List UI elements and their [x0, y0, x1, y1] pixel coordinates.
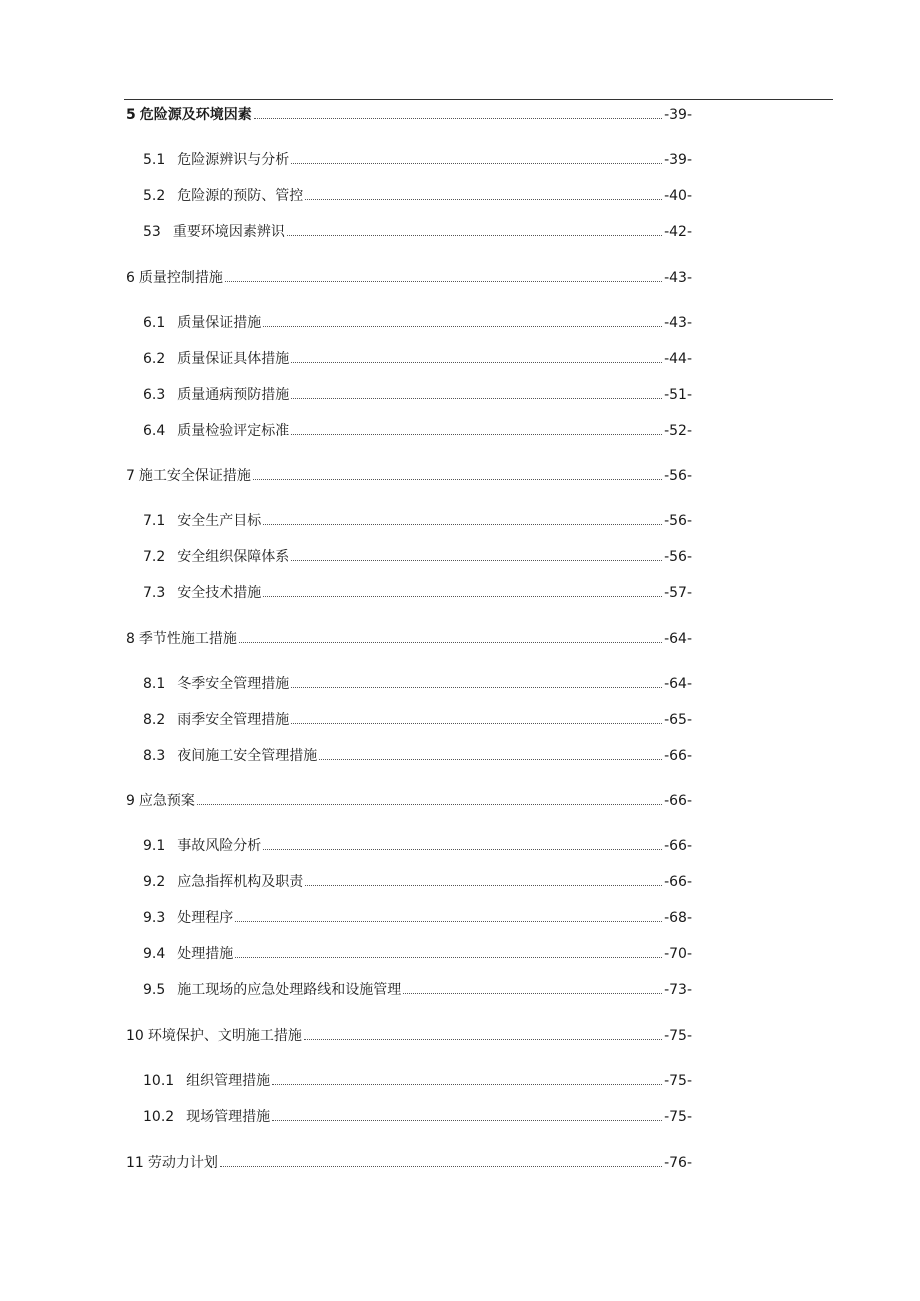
toc-entry-page: -75- — [664, 1028, 692, 1044]
toc-entry[interactable] — [126, 627, 692, 649]
toc-entry-page: -66- — [664, 793, 692, 809]
toc-entry-title: 劳动力计划 — [147, 1155, 218, 1171]
toc-entry-page: -56- — [664, 513, 692, 529]
toc-entry-page: -66- — [664, 874, 692, 890]
toc-entry-page: -75- — [664, 1109, 692, 1125]
toc-entry-page: -56- — [664, 549, 692, 565]
toc-entry-number: 9 — [126, 793, 135, 809]
toc-entry[interactable] — [143, 383, 692, 405]
toc-dot-leader — [319, 744, 662, 760]
toc-dot-leader — [304, 1024, 662, 1040]
toc-entry-title: 处理程序 — [177, 910, 234, 926]
toc-entry-page: -68- — [664, 910, 692, 926]
toc-entry-title: 雨季安全管理措施 — [177, 712, 290, 728]
toc-entry[interactable] — [143, 509, 692, 531]
toc-entry-number: 8.3 — [143, 748, 166, 764]
toc-entry-title: 施工现场的应急处理路线和设施管理 — [177, 982, 402, 998]
toc-entry-page: -56- — [664, 468, 692, 484]
toc-dot-leader — [291, 347, 662, 363]
toc-entry-number: 9.5 — [143, 982, 166, 998]
toc-entry-page: -39- — [664, 152, 692, 168]
toc-entry[interactable] — [126, 103, 692, 125]
toc-entry-title: 环境保护、文明施工措施 — [147, 1028, 302, 1044]
toc-entry[interactable] — [143, 1105, 692, 1127]
toc-entry[interactable] — [126, 266, 692, 288]
toc-entry-page: -40- — [664, 188, 692, 204]
toc-dot-leader — [239, 627, 662, 643]
toc-entry-number: 11 — [126, 1155, 144, 1171]
toc-dot-leader — [403, 978, 662, 994]
toc-entry-number: 9.2 — [143, 874, 166, 890]
toc-entry-number: 5.2 — [143, 188, 166, 204]
toc-entry-title: 质量检验评定标准 — [177, 423, 290, 439]
toc-entry-number: 6.4 — [143, 423, 166, 439]
toc-entry[interactable] — [143, 708, 692, 730]
toc-entry[interactable] — [126, 1024, 692, 1046]
toc-dot-leader — [220, 1151, 662, 1167]
toc-entry[interactable] — [126, 789, 692, 811]
toc-entry[interactable] — [126, 464, 692, 486]
toc-entry-title: 质量保证具体措施 — [177, 351, 290, 367]
toc-dot-leader — [263, 311, 662, 327]
toc-entry-page: -44- — [664, 351, 692, 367]
toc-entry-number: 5.1 — [143, 152, 166, 168]
toc-dot-leader — [225, 266, 662, 282]
toc-entry-number: 53 — [143, 224, 161, 240]
toc-dot-leader — [235, 942, 662, 958]
toc-entry-title: 冬季安全管理措施 — [177, 676, 290, 692]
toc-entry-title: 组织管理措施 — [186, 1073, 271, 1089]
toc-dot-leader — [291, 545, 662, 561]
toc-dot-leader — [305, 870, 662, 886]
toc-entry-page: -57- — [664, 585, 692, 601]
toc-entry-page: -52- — [664, 423, 692, 439]
toc-entry-page: -76- — [664, 1155, 692, 1171]
toc-entry-title: 季节性施工措施 — [138, 631, 237, 647]
toc-entry-title: 现场管理措施 — [186, 1109, 271, 1125]
toc-entry-number: 9.3 — [143, 910, 166, 926]
toc-entry-page: -65- — [664, 712, 692, 728]
toc-entry[interactable] — [143, 870, 692, 892]
toc-entry-page: -73- — [664, 982, 692, 998]
toc-entry[interactable] — [143, 744, 692, 766]
toc-entry-number: 8.1 — [143, 676, 166, 692]
toc-entry-page: -39- — [664, 107, 692, 123]
toc-entry[interactable] — [143, 148, 692, 170]
toc-entry[interactable] — [143, 419, 692, 441]
toc-entry-number: 6.3 — [143, 387, 166, 403]
toc-entry-page: -42- — [664, 224, 692, 240]
toc-entry-number: 6 — [126, 270, 135, 286]
toc-entry-title: 危险源及环境因素 — [139, 107, 252, 123]
toc-entry-title: 安全生产目标 — [177, 513, 262, 529]
toc-entry-page: -51- — [664, 387, 692, 403]
toc-entry-page: -66- — [664, 748, 692, 764]
toc-entry-title: 危险源辨识与分析 — [177, 152, 290, 168]
toc-entry-title: 安全技术措施 — [177, 585, 262, 601]
toc-entry-title: 质量通病预防措施 — [177, 387, 290, 403]
toc-entry[interactable] — [143, 581, 692, 603]
toc-dot-leader — [254, 103, 662, 119]
toc-dot-leader — [253, 464, 662, 480]
toc-dot-leader — [291, 708, 662, 724]
toc-dot-leader — [305, 184, 662, 200]
toc-entry-number: 10.2 — [143, 1109, 175, 1125]
toc-entry-page: -70- — [664, 946, 692, 962]
toc-entry-number: 6.1 — [143, 315, 166, 331]
toc-dot-leader — [235, 906, 662, 922]
toc-entry-number: 5 — [126, 107, 136, 123]
toc-entry-title: 安全组织保障体系 — [177, 549, 290, 565]
toc-entry-page: -64- — [664, 676, 692, 692]
toc-entry-number: 10 — [126, 1028, 144, 1044]
toc-entry-title: 施工安全保证措施 — [138, 468, 251, 484]
toc-entry-title: 应急预案 — [138, 793, 195, 809]
toc-entry[interactable] — [143, 311, 692, 333]
toc-entry[interactable] — [143, 347, 692, 369]
toc-entry-page: -43- — [664, 270, 692, 286]
toc-dot-leader — [263, 581, 662, 597]
toc-dot-leader — [287, 220, 662, 236]
toc-entry[interactable] — [143, 906, 692, 928]
toc-entry-number: 8.2 — [143, 712, 166, 728]
toc-entry-number: 7.1 — [143, 513, 166, 529]
toc-entry[interactable] — [143, 545, 692, 567]
toc-entry-number: 9.1 — [143, 838, 166, 854]
toc-entry-number: 10.1 — [143, 1073, 175, 1089]
toc-entry-number: 7.3 — [143, 585, 166, 601]
toc-dot-leader — [291, 383, 662, 399]
toc-dot-leader — [291, 672, 662, 688]
toc-entry-title: 事故风险分析 — [177, 838, 262, 854]
toc-dot-leader — [263, 509, 662, 525]
toc-entry-number: 9.4 — [143, 946, 166, 962]
toc-entry-page: -66- — [664, 838, 692, 854]
toc-entry[interactable] — [143, 1069, 692, 1091]
toc-entry[interactable] — [143, 184, 692, 206]
toc-entry-number: 6.2 — [143, 351, 166, 367]
toc-dot-leader — [197, 789, 662, 805]
toc-entry-number: 7 — [126, 468, 135, 484]
toc-entry[interactable] — [143, 942, 692, 964]
toc-entry-title: 处理措施 — [177, 946, 234, 962]
toc-dot-leader — [291, 419, 662, 435]
toc-entry-title: 危险源的预防、管控 — [177, 188, 304, 204]
toc-entry[interactable] — [143, 978, 692, 1000]
toc-entry[interactable] — [143, 834, 692, 856]
toc-entry-number: 8 — [126, 631, 135, 647]
toc-entry-page: -43- — [664, 315, 692, 331]
toc-dot-leader — [272, 1105, 662, 1121]
toc-dot-leader — [272, 1069, 662, 1085]
toc-entry-page: -75- — [664, 1073, 692, 1089]
toc-entry[interactable] — [126, 1151, 692, 1173]
toc-entry[interactable] — [143, 220, 692, 242]
toc-entry-number: 7.2 — [143, 549, 166, 565]
toc-dot-leader — [263, 834, 662, 850]
toc-dot-leader — [291, 148, 662, 164]
toc-entry-title: 重要环境因素辨识 — [172, 224, 285, 240]
toc-entry-title: 应急指挥机构及职责 — [177, 874, 304, 890]
toc-entry[interactable] — [143, 672, 692, 694]
toc-entry-title: 质量保证措施 — [177, 315, 262, 331]
toc-entry-title: 夜间施工安全管理措施 — [177, 748, 318, 764]
toc-entry-title: 质量控制措施 — [138, 270, 223, 286]
toc-entry-page: -64- — [664, 631, 692, 647]
